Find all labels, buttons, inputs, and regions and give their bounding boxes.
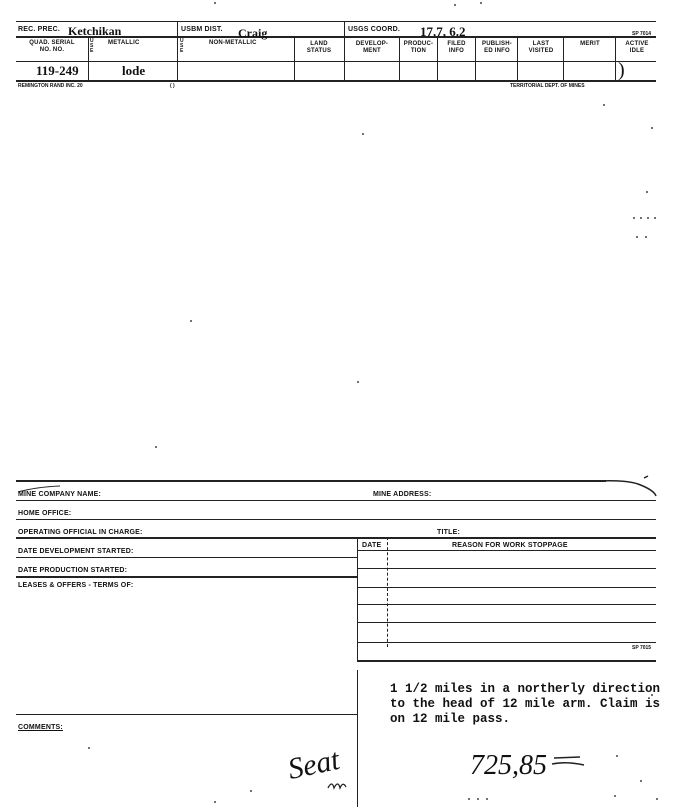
usbm-dist-value: Craig: [238, 26, 268, 40]
handwritten-signature: Seat: [285, 743, 343, 787]
usgs-coord-value: 17.7, 6.2: [420, 24, 466, 39]
use-code-header-2: U S E: [180, 38, 184, 54]
imprint-parenthetical: ( ): [170, 83, 175, 89]
location-note-line-1: 1 1/2 miles in a northerly direction: [390, 682, 661, 696]
home-office-label: HOME OFFICE:: [18, 510, 72, 517]
active-idle-header: ACTIVE IDLE: [625, 41, 649, 54]
mine-company-name-label: MINE COMPANY NAME:: [18, 491, 102, 498]
metallic-header: METALLIC: [108, 40, 140, 46]
production-header: PRODUC- TION: [403, 41, 434, 54]
land-status-header: LAND STATUS: [306, 41, 332, 54]
development-header: DEVELOP- MENT: [355, 41, 389, 54]
metallic-value: lode: [122, 63, 146, 78]
rec-prec-value: Ketchikan: [68, 24, 122, 38]
handwritten-underline-mark: [550, 754, 590, 768]
date-column-header: DATE: [362, 542, 382, 549]
usgs-coord-label: USGS COORD.: [348, 26, 400, 33]
territorial-dept-imprint: TERRITORIAL DEPT. OF MINES: [510, 83, 585, 89]
merit-header: MERIT: [580, 41, 600, 47]
active-idle-mark: ): [618, 59, 625, 81]
usbm-dist-label: USBM DIST.: [181, 26, 223, 33]
form-edge-curl: [596, 474, 658, 498]
quad-serial-value: 119-249: [36, 63, 79, 78]
leases-offers-label: LEASES & OFFERS - TERMS OF:: [18, 582, 134, 589]
signature-initials-mark: [326, 778, 348, 792]
rec-prec-label: REC. PREC.: [18, 26, 61, 33]
date-production-started-label: DATE PRODUCTION STARTED:: [18, 567, 128, 574]
filed-info-header: FILED INFO: [447, 41, 466, 54]
location-note-line-3: on 12 mile pass.: [390, 712, 511, 726]
form-number-top: SP 7014: [632, 31, 652, 37]
date-development-started-label: DATE DEVELOPMENT STARTED:: [18, 548, 134, 555]
operating-official-label: OPERATING OFFICIAL IN CHARGE:: [18, 529, 143, 536]
title-label: TITLE:: [437, 529, 460, 536]
non-metallic-header: NON-METALLIC: [209, 40, 257, 46]
quad-serial-header: QUAD. SERIAL NO. NO.: [29, 40, 75, 53]
last-visited-header: LAST VISITED: [528, 41, 554, 54]
location-note-line-2: to the head of 12 mile arm. Claim is: [390, 697, 661, 711]
use-code-header-1: U S E: [90, 38, 94, 54]
comments-label: COMMENTS:: [18, 724, 63, 731]
form-number-bottom: SP 7015: [632, 645, 652, 651]
printer-imprint: REMINGTON RAND INC. 20: [18, 83, 83, 89]
reason-column-header: REASON FOR WORK STOPPAGE: [452, 542, 568, 549]
mine-address-label: MINE ADDRESS:: [373, 491, 432, 498]
handwritten-number: 725,85: [470, 750, 547, 781]
published-info-header: PUBLISH- ED INFO: [482, 41, 512, 54]
